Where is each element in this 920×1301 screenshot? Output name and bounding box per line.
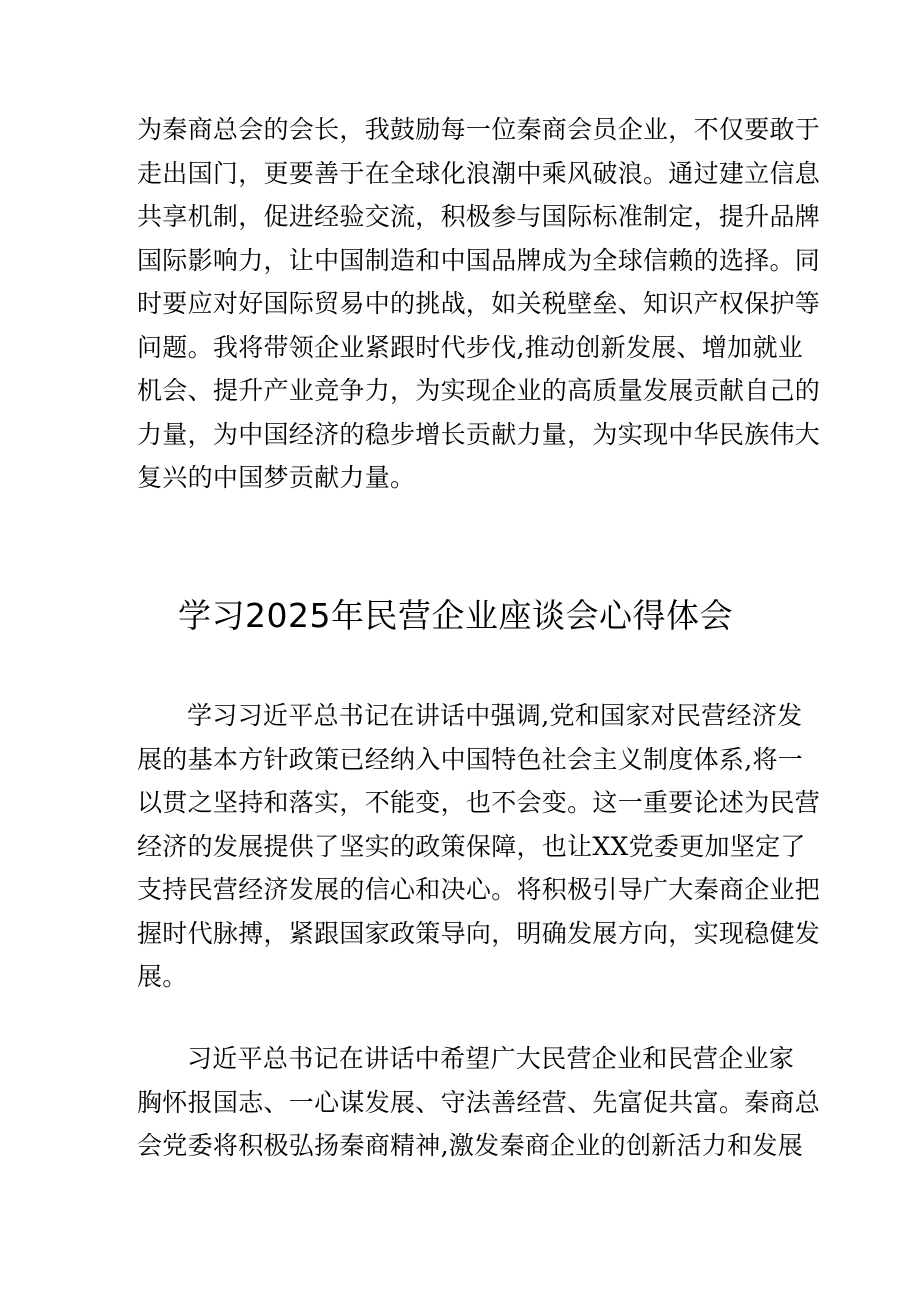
paragraph-line: 问题。我将带领企业紧跟时代步伐,推动创新发展、增加就业 <box>137 332 804 362</box>
paragraph-line: 胸怀报国志、一心谋发展、守法善经营、先富促共富。秦商总 <box>137 1087 821 1117</box>
paragraph-line: 时要应对好国际贸易中的挑战，如关税壁垒、知识产权保护等 <box>137 289 821 318</box>
paragraph-line: 握时代脉搏，紧跟国家政策导向，明确发展方向，实现稳健发 <box>137 918 821 948</box>
paragraph-line: 机会、提升产业竞争力，为实现企业的高质量发展贡献自己的 <box>137 376 821 405</box>
paragraph-line: 走出国门，更要善于在全球化浪潮中乘风破浪。通过建立信息 <box>137 158 821 188</box>
paragraph-line: 会党委将积极弘扬秦商精神,激发秦商企业的创新活力和发展 <box>137 1131 804 1160</box>
paragraph-hope <box>137 1037 821 1168</box>
paragraph-line: 共享机制，促进经验交流，积极参与国际标准制定，提升品牌 <box>137 202 821 231</box>
paragraph-line: 复兴的中国梦贡献力量。 <box>137 463 416 492</box>
paragraph-line: 以贯之坚持和落实，不能变，也不会变。这一重要论述为民营 <box>137 788 821 817</box>
paragraph-line: 为秦商总会的会长，我鼓励每一位秦商会员企业，不仅要敢于 <box>137 115 821 144</box>
intro-paragraph <box>137 108 821 500</box>
paragraph-line: 学习习近平总书记在讲话中强调,党和国家对民营经济发 <box>187 701 803 730</box>
document-title: 学习2025年民营企业座谈会心得体会 <box>178 596 733 635</box>
paragraph-policy <box>137 694 821 999</box>
paragraph-line: 展的基本方针政策已经纳入中国特色社会主义制度体系,将一 <box>137 744 804 774</box>
paragraph-line: 展。 <box>137 962 188 991</box>
paragraph-line: 习近平总书记在讲话中希望广大民营企业和民营企业家 <box>187 1044 795 1073</box>
paragraph-line: 支持民营经济发展的信心和决心。将积极引导广大秦商企业把 <box>137 875 821 904</box>
paragraph-line: 国际影响力，让中国制造和中国品牌成为全球信赖的选择。同 <box>137 245 821 275</box>
paragraph-line: 经济的发展提供了坚实的政策保障，也让XX党委更加坚定了 <box>137 831 806 861</box>
paragraph-line: 力量，为中国经济的稳步增长贡献力量，为实现中华民族伟大 <box>137 419 821 449</box>
